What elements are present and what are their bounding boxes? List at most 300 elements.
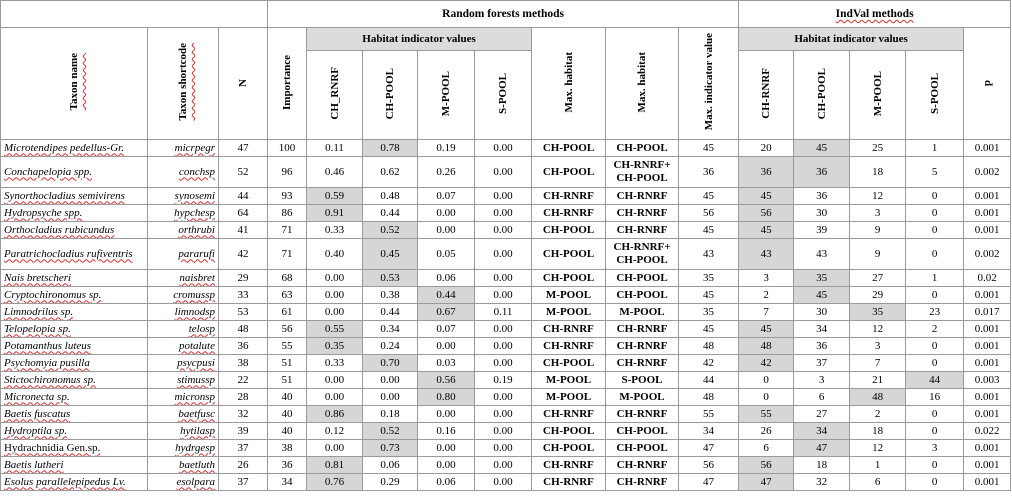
rf-max-habitat-cell: CH-POOL [532,355,606,372]
iv-indicator-cell: 39 [794,222,850,239]
iv-max-habitat-cell: S-POOL [606,372,679,389]
iv-indicator-cell: 45 [794,287,850,304]
table-row [1,338,1011,355]
iv-indicator-cell: 0 [906,338,964,355]
taxon-name: Synorthocladius semivirens [4,189,125,202]
rf-indicator-cell: 0.00 [418,406,475,423]
rf-group-header: Random forests methods [268,1,739,28]
rf-habitat-col-3: M-POOL [418,51,475,140]
importance-header: Importance [268,28,307,140]
rf-max-habitat-cell: CH-POOL [532,440,606,457]
p-value-cell: 0.002 [964,239,1011,270]
iv-indicator-cell: 0 [739,389,794,406]
iv-indicator-cell: 9 [850,239,906,270]
rf-indicator-cell: 0.00 [475,338,532,355]
iv-indicator-cell: 1 [906,270,964,287]
rf-indicator-cell: 0.03 [418,355,475,372]
rf-indicator-cell: 0.00 [475,157,532,188]
iv-indicator-cell: 3 [850,205,906,222]
iv-indicator-cell: 35 [794,270,850,287]
taxon-code: hytilasp [180,424,215,437]
taxon-name: Hydroptila sp. [4,424,68,437]
rf-indicator-cell: 0.62 [363,157,418,188]
rf-indicator-cell: 0.40 [307,239,363,270]
n-cell: 26 [219,457,268,474]
rf-indicator-cell: 0.00 [475,474,532,491]
rf-indicator-cell: 0.38 [363,287,418,304]
iv-max-habitat-cell: CH-RNRF+ CH-POOL [606,157,679,188]
taxon-name: Baetis lutheri [4,458,64,471]
rf-indicator-cell: 0.48 [363,188,418,205]
iv-indicator-cell: 0 [906,205,964,222]
rf-indicator-cell: 0.59 [307,188,363,205]
rf-indicator-cell: 0.00 [475,239,532,270]
n-cell: 37 [219,440,268,457]
iv-indicator-cell: 42 [739,355,794,372]
rf-indicator-cell: 0.45 [363,239,418,270]
iv-max-indicator-cell: 45 [679,222,739,239]
taxon-code: synosemi [174,189,215,202]
taxon-code-cell [148,406,219,423]
table-row [1,389,1011,406]
taxon-name: Hydropsyche spp. [4,206,83,219]
rf-indicator-cell: 0.00 [475,205,532,222]
taxon-name: Hydrachnidia Gen.sp. [4,441,101,454]
iv-max-indicator-cell: 45 [679,321,739,338]
iv-indicator-cell: 27 [794,406,850,423]
iv-indicator-cell: 45 [739,188,794,205]
rf-max-habitat-cell: CH-POOL [532,239,606,270]
taxon-code: esolpara [176,475,215,488]
taxon-code: limnodsp [174,305,215,318]
rf-indicator-cell: 0.00 [475,321,532,338]
iv-max-habitat-cell: CH-RNRF [606,457,679,474]
taxon-name: Stictochironomus sp. [4,373,96,386]
rf-max-habitat-header: Max. habitat [532,28,606,140]
taxon-code: orthrubi [178,223,215,236]
iv-indicator-cell: 18 [850,423,906,440]
table-row [1,406,1011,423]
rf-indicator-cell: 0.07 [418,188,475,205]
iv-max-indicator-cell: 56 [679,205,739,222]
iv-indicator-cell: 0 [906,406,964,423]
rf-max-habitat-cell: CH-RNRF [532,188,606,205]
importance-cell: 34 [268,474,307,491]
rf-indicator-cell: 0.73 [363,440,418,457]
iv-indicator-cell: 27 [850,270,906,287]
n-cell: 44 [219,188,268,205]
rf-max-habitat-cell: CH-RNRF [532,457,606,474]
iv-max-habitat-cell: CH-RNRF [606,355,679,372]
importance-cell: 93 [268,188,307,205]
rf-indicator-cell: 0.44 [363,304,418,321]
rf-indicator-cell: 0.35 [307,338,363,355]
taxon-code: micrpegr [174,141,215,154]
rf-indicator-cell: 0.00 [475,270,532,287]
iv-group-header [739,1,1011,28]
table-row [1,157,1011,188]
taxon-name-cell [1,440,148,457]
rf-indicator-cell: 0.67 [418,304,475,321]
importance-cell: 86 [268,205,307,222]
iv-indicator-cell: 47 [739,474,794,491]
iv-max-indicator-cell: 45 [679,188,739,205]
rf-indicator-cell: 0.00 [307,440,363,457]
iv-habitat-col-1: CH-RNRF [739,51,794,140]
taxon-code-cell [148,239,219,270]
iv-indicator-cell: 12 [850,321,906,338]
iv-max-habitat-cell: CH-POOL [606,140,679,157]
iv-habitat-indicator-header: Habitat indicator values [739,28,964,51]
iv-indicator-cell: 43 [739,239,794,270]
rf-max-habitat-cell: M-POOL [532,389,606,406]
n-cell: 29 [219,270,268,287]
taxon-code: psycpusi [177,356,215,369]
iv-max-indicator-cell: 45 [679,287,739,304]
importance-cell: 36 [268,457,307,474]
iv-indicator-cell: 7 [850,355,906,372]
taxon-name-cell [1,188,148,205]
rf-indicator-cell: 0.00 [418,222,475,239]
taxon-code: baetfusc [178,407,215,420]
taxon-code: stimussp [177,373,215,386]
taxon-name: Orthocladius rubicundus [4,223,115,236]
table-row [1,304,1011,321]
rf-indicator-cell: 0.26 [418,157,475,188]
taxon-code-cell [148,372,219,389]
taxon-code-cell [148,205,219,222]
iv-indicator-cell: 0 [906,188,964,205]
taxon-code-cell [148,474,219,491]
rf-indicator-cell: 0.00 [307,287,363,304]
iv-indicator-cell: 23 [906,304,964,321]
rf-indicator-cell: 0.00 [418,338,475,355]
taxon-name-cell [1,389,148,406]
iv-indicator-cell: 3 [794,372,850,389]
importance-cell: 40 [268,406,307,423]
importance-cell: 71 [268,239,307,270]
importance-cell: 40 [268,423,307,440]
rf-indicator-cell: 0.55 [307,321,363,338]
rf-habitat-col-4: S-POOL [475,51,532,140]
iv-max-habitat-cell: M-POOL [606,389,679,406]
taxon-code: cromussp [173,288,215,301]
iv-indicator-cell: 45 [739,321,794,338]
rf-max-habitat-cell: CH-RNRF [532,406,606,423]
table-row [1,188,1011,205]
iv-indicator-cell: 56 [739,457,794,474]
importance-cell: 71 [268,222,307,239]
rf-indicator-cell: 0.56 [418,372,475,389]
n-cell: 64 [219,205,268,222]
table-row [1,474,1011,491]
p-header: p [964,28,1011,140]
iv-indicator-cell: 30 [794,205,850,222]
p-value-cell: 0.002 [964,157,1011,188]
iv-indicator-cell: 7 [739,304,794,321]
iv-max-habitat-cell: CH-RNRF [606,205,679,222]
iv-max-habitat-cell: CH-RNRF [606,338,679,355]
p-value-cell: 0.001 [964,205,1011,222]
table-row [1,270,1011,287]
rf-indicator-cell: 0.11 [475,304,532,321]
iv-indicator-cell: 0 [906,457,964,474]
taxon-name-cell [1,338,148,355]
iv-indicator-cell: 48 [850,389,906,406]
taxon-name-cell [1,457,148,474]
blank-header [1,1,268,28]
taxon-name-cell [1,140,148,157]
rf-indicator-cell: 0.00 [475,389,532,406]
taxon-name: Conchapelopia spp. [4,165,92,178]
taxon-code-cell [148,140,219,157]
rf-indicator-cell: 0.00 [475,457,532,474]
iv-max-habitat-cell: CH-POOL [606,423,679,440]
taxon-name-cell [1,474,148,491]
iv-indicator-cell: 36 [794,338,850,355]
rf-indicator-cell: 0.80 [418,389,475,406]
p-value-cell: 0.001 [964,389,1011,406]
rf-indicator-cell: 0.07 [418,321,475,338]
taxon-code: naisbret [179,271,215,284]
iv-habitat-col-2: CH-POOL [794,51,850,140]
rf-indicator-cell: 0.53 [363,270,418,287]
taxon-name: Limnodrilus sp. [4,305,74,318]
taxon-name: Microtendipes pedellus-Gr. [4,141,124,154]
importance-cell: 56 [268,321,307,338]
iv-indicator-cell: 56 [739,205,794,222]
iv-indicator-cell: 43 [794,239,850,270]
iv-indicator-cell: 18 [850,157,906,188]
iv-max-indicator-cell: 45 [679,140,739,157]
rf-indicator-cell: 0.00 [418,457,475,474]
n-cell: 41 [219,222,268,239]
taxon-code-cell [148,188,219,205]
rf-max-habitat-cell: CH-RNRF [532,474,606,491]
taxon-code-cell [148,287,219,304]
iv-max-habitat-cell: CH-RNRF [606,188,679,205]
iv-indicator-cell: 0 [906,474,964,491]
importance-cell: 51 [268,372,307,389]
iv-max-indicator-cell: 47 [679,474,739,491]
taxon-code: potalute [178,339,215,352]
importance-cell: 96 [268,157,307,188]
rf-indicator-cell: 0.06 [363,457,418,474]
rf-indicator-cell: 0.05 [418,239,475,270]
iv-indicator-cell: 44 [906,372,964,389]
importance-cell: 100 [268,140,307,157]
taxon-name: Nais bretscheri [4,271,72,284]
iv-indicator-cell: 36 [739,157,794,188]
rf-indicator-cell: 0.11 [307,140,363,157]
iv-indicator-cell: 0 [906,423,964,440]
rf-indicator-cell: 0.00 [475,355,532,372]
n-cell: 33 [219,287,268,304]
iv-indicator-cell: 6 [850,474,906,491]
iv-indicator-cell: 35 [850,304,906,321]
rf-indicator-cell: 0.86 [307,406,363,423]
rf-indicator-cell: 0.00 [475,287,532,304]
iv-max-indicator-cell: 48 [679,389,739,406]
iv-max-habitat-header: Max. habitat [606,28,679,140]
rf-max-habitat-cell: CH-RNRF [532,205,606,222]
taxon-name: Paratrichocladius rufiventris [4,247,133,260]
iv-max-habitat-cell: CH-RNRF+ CH-POOL [606,239,679,270]
rf-indicator-cell: 0.00 [418,205,475,222]
iv-group-label: IndVal methods [835,8,914,20]
iv-indicator-cell: 12 [850,440,906,457]
n-cell: 28 [219,389,268,406]
rf-indicator-cell: 0.52 [363,423,418,440]
rf-indicator-cell: 0.00 [475,406,532,423]
n-cell: 38 [219,355,268,372]
n-cell: 36 [219,338,268,355]
n-cell: 47 [219,140,268,157]
rf-indicator-cell: 0.00 [475,140,532,157]
rf-indicator-cell: 0.00 [475,222,532,239]
rf-indicator-cell: 0.00 [363,372,418,389]
rf-max-habitat-cell: CH-POOL [532,270,606,287]
n-cell: 32 [219,406,268,423]
taxon-code-cell [148,304,219,321]
iv-indicator-cell: 36 [794,188,850,205]
taxon-code: hydrgesp [175,441,215,454]
rf-indicator-cell: 0.46 [307,157,363,188]
p-value-cell: 0.001 [964,188,1011,205]
p-value-cell: 0.001 [964,406,1011,423]
n-cell: 42 [219,239,268,270]
importance-cell: 61 [268,304,307,321]
iv-indicator-cell: 55 [739,406,794,423]
importance-cell: 38 [268,440,307,457]
importance-cell: 63 [268,287,307,304]
iv-indicator-cell: 18 [794,457,850,474]
iv-indicator-cell: 37 [794,355,850,372]
taxon-name-cell [1,222,148,239]
importance-cell: 40 [268,389,307,406]
importance-cell: 51 [268,355,307,372]
rf-indicator-cell: 0.06 [418,474,475,491]
iv-indicator-cell: 36 [794,157,850,188]
rf-indicator-cell: 0.06 [418,270,475,287]
rf-max-habitat-cell: CH-POOL [532,423,606,440]
p-value-cell: 0.001 [964,457,1011,474]
taxon-name: Potamanthus luteus [4,339,92,352]
iv-indicator-cell: 6 [739,440,794,457]
iv-indicator-cell: 47 [794,440,850,457]
iv-indicator-cell: 2 [739,287,794,304]
taxon-name: Psychomyia pusilla [4,356,90,369]
taxon-name-cell [1,157,148,188]
rf-max-habitat-cell: M-POOL [532,372,606,389]
rf-habitat-col-2: CH-POOL [363,51,418,140]
iv-max-habitat-cell: CH-RNRF [606,406,679,423]
iv-max-habitat-cell: M-POOL [606,304,679,321]
iv-indicator-cell: 48 [739,338,794,355]
taxon-code: pararufi [178,247,215,260]
taxon-code-cell [148,321,219,338]
p-value-cell: 0.001 [964,355,1011,372]
table-row [1,355,1011,372]
rf-indicator-cell: 0.19 [475,372,532,389]
iv-indicator-cell: 16 [906,389,964,406]
rf-indicator-cell: 0.29 [363,474,418,491]
iv-max-indicator-header: Max. indicator value [679,28,739,140]
p-value-cell: 0.02 [964,270,1011,287]
n-header: N [219,28,268,140]
iv-max-indicator-cell: 56 [679,457,739,474]
iv-habitat-col-4: S-POOL [906,51,964,140]
rf-indicator-cell: 0.00 [363,389,418,406]
rf-indicator-cell: 0.78 [363,140,418,157]
taxon-name-cell [1,239,148,270]
taxon-name-header: Taxon name [1,28,148,140]
iv-indicator-cell: 3 [739,270,794,287]
rf-indicator-cell: 0.19 [418,140,475,157]
rf-indicator-cell: 0.00 [475,440,532,457]
p-value-cell: 0.001 [964,287,1011,304]
n-cell: 48 [219,321,268,338]
rf-indicator-cell: 0.00 [307,270,363,287]
iv-max-habitat-cell: CH-POOL [606,440,679,457]
rf-indicator-cell: 0.91 [307,205,363,222]
iv-indicator-cell: 3 [906,440,964,457]
rf-max-habitat-cell: CH-POOL [532,222,606,239]
rf-indicator-cell: 0.70 [363,355,418,372]
iv-max-indicator-cell: 36 [679,157,739,188]
taxon-name: Micronecta sp. [4,390,70,403]
taxon-code: hypchesp [174,206,215,219]
iv-max-indicator-cell: 44 [679,372,739,389]
rf-max-habitat-cell: CH-POOL [532,157,606,188]
taxon-code: telosp [188,322,215,335]
p-value-cell: 0.001 [964,474,1011,491]
n-cell: 37 [219,474,268,491]
iv-indicator-cell: 3 [850,338,906,355]
rf-indicator-cell: 0.76 [307,474,363,491]
taxon-code: micronsp [174,390,215,403]
rf-max-habitat-cell: M-POOL [532,304,606,321]
importance-cell: 68 [268,270,307,287]
iv-max-indicator-cell: 35 [679,304,739,321]
iv-indicator-cell: 6 [794,389,850,406]
p-value-cell: 0.003 [964,372,1011,389]
p-value-cell: 0.001 [964,140,1011,157]
rf-indicator-cell: 0.00 [418,440,475,457]
taxon-code-cell [148,457,219,474]
taxon-code-cell [148,389,219,406]
iv-max-indicator-cell: 35 [679,270,739,287]
taxon-name-cell [1,304,148,321]
iv-max-indicator-cell: 42 [679,355,739,372]
taxon-name-cell [1,321,148,338]
rf-habitat-indicator-header: Habitat indicator values [307,28,532,51]
table-row [1,140,1011,157]
p-value-cell: 0.001 [964,338,1011,355]
iv-max-habitat-cell: CH-RNRF [606,474,679,491]
p-value-cell: 0.001 [964,222,1011,239]
iv-indicator-cell: 32 [794,474,850,491]
table-row [1,205,1011,222]
rf-indicator-cell: 0.34 [363,321,418,338]
iv-max-habitat-cell: CH-RNRF [606,222,679,239]
iv-indicator-cell: 1 [850,457,906,474]
taxon-name-cell [1,205,148,222]
rf-indicator-cell: 0.18 [363,406,418,423]
taxon-code: conchsp [178,165,215,178]
taxon-code: baetluth [178,458,215,471]
rf-max-habitat-cell: CH-POOL [532,140,606,157]
